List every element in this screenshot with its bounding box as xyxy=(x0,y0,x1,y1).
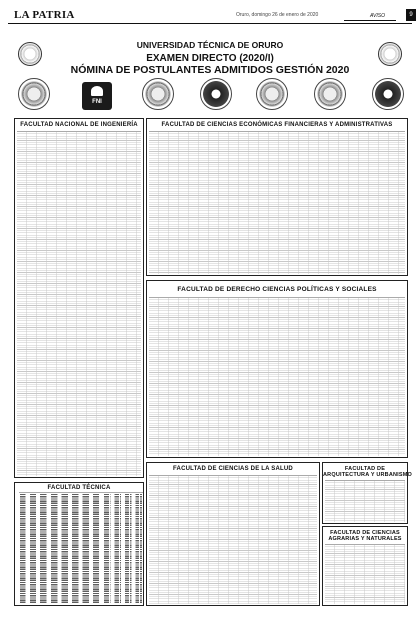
faculty-agrarias-box xyxy=(322,526,408,606)
faculty-ingenieria-title: FACULTAD NACIONAL DE INGENIERÍA xyxy=(20,122,138,128)
salud-admitted-table xyxy=(149,475,317,604)
university-name: UNIVERSIDAD TÉCNICA DE ORURO xyxy=(136,40,284,50)
faculty-tecnica-box xyxy=(14,482,144,606)
faculty-economicas-box xyxy=(146,118,408,276)
faculty-logo-1-icon xyxy=(18,78,50,110)
page-number: 9 xyxy=(406,9,416,21)
date-line: Oruro, domingo 26 de enero de 2020 xyxy=(236,12,319,18)
faculty-arquitectura-box xyxy=(322,462,413,524)
faculty-ingenieria-box xyxy=(14,118,144,478)
faculty-tecnica-title: FACULTAD TÉCNICA xyxy=(47,485,111,491)
faculty-agrarias-title-line2: AGRARIAS Y NATURALES xyxy=(328,536,402,542)
faculty-arquitectura-title-line1: FACULTAD DE xyxy=(344,466,386,472)
faculty-derecho-title: FACULTAD DE DERECHO CIENCIAS POLÍTICAS Y SOCIALES xyxy=(177,286,377,293)
page-title: NÓMINA DE POSTULANTES ADMITIDOS GESTIÓN 2020 xyxy=(70,64,350,76)
masthead xyxy=(8,8,412,24)
newspaper-name: LA PATRIA xyxy=(14,9,75,21)
faculty-logo-5-icon xyxy=(256,78,288,110)
faculty-agrarias-title-line1: FACULTAD DE CIENCIAS xyxy=(330,530,400,536)
faculty-logo-4-icon xyxy=(200,78,232,110)
university-seal-left-icon xyxy=(18,42,42,66)
faculty-logo-7-icon xyxy=(372,78,404,110)
derecho-admitted-table xyxy=(149,297,405,456)
ingenieria-admitted-table xyxy=(17,131,141,476)
faculty-salud-box xyxy=(146,462,320,606)
exam-title: EXAMEN DIRECTO (2020/I) xyxy=(146,53,274,64)
fni-emblem-label: FNI xyxy=(92,99,102,105)
university-seal-right-icon xyxy=(378,42,402,66)
tecnica-admitted-table xyxy=(19,492,143,604)
section-label: AVISO xyxy=(344,10,396,21)
faculty-derecho-box xyxy=(146,280,408,458)
faculty-logo-3-icon xyxy=(142,78,174,110)
faculty-arquitectura-title-line2: ARQUITECTURA Y URBANISMO xyxy=(323,472,413,478)
faculty-salud-title: FACULTAD DE CIENCIAS DE LA SALUD xyxy=(173,466,293,472)
agrarias-admitted-table xyxy=(325,544,405,604)
arquitectura-admitted-table xyxy=(325,480,405,522)
economicas-admitted-table xyxy=(149,131,405,274)
faculty-economicas-title: FACULTAD DE CIENCIAS ECONÓMICAS FINANCIERAS Y ADMINISTRATIVAS xyxy=(161,122,393,128)
faculty-logo-fni-icon xyxy=(82,82,112,110)
faculty-logo-6-icon xyxy=(314,78,346,110)
